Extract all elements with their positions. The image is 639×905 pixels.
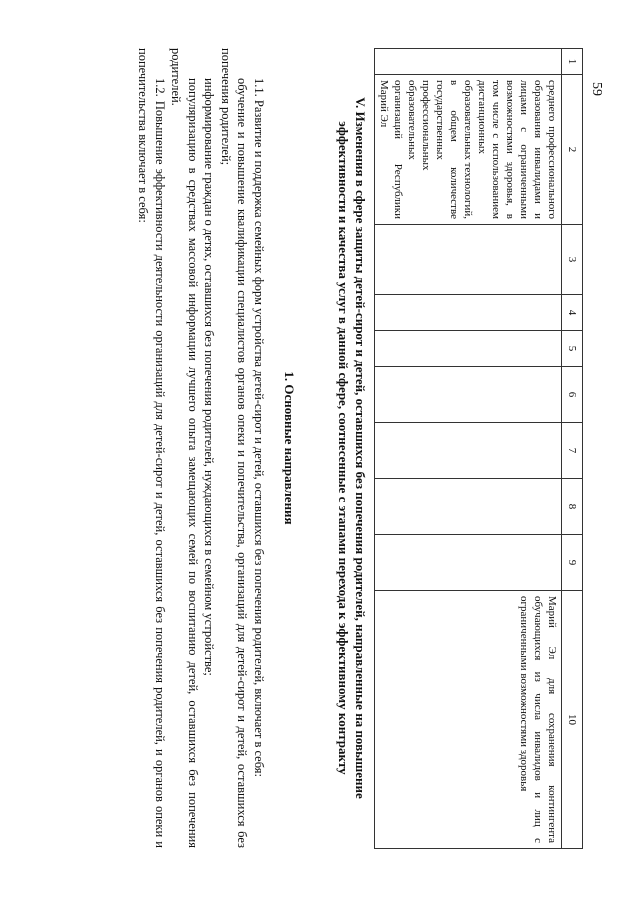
table-cell [375, 295, 562, 331]
table-cell [375, 535, 562, 591]
paragraph: информирование граждан о детях, оставшихся без попечения родителей, нуждающихся в семейном устройстве; [202, 78, 217, 676]
table-cell [375, 49, 562, 75]
table-cell [375, 423, 562, 479]
table-header-cell: 4 [562, 295, 583, 331]
table-header-cell: 1 [562, 49, 583, 75]
subsection-title: 1. Основные направления [282, 371, 297, 525]
paragraph: популяризацию в средствах массовой информации лучшего опыта замещающих семей по воспитанию детей, оставшихся без попечения родителей. [169, 48, 200, 848]
table-cell [375, 331, 562, 367]
table-header-cell: 2 [562, 75, 583, 225]
table-cell [375, 225, 562, 295]
table-cell [375, 367, 562, 423]
table-header-cell: 8 [562, 479, 583, 535]
data-table [374, 48, 583, 849]
body-text [135, 48, 267, 848]
table-header-cell: 7 [562, 423, 583, 479]
paragraph: 1.1. Развитие и поддержка семейных форм устройства детей-сирот и детей, оставшихся без попечения родителей, включает в себя: [252, 78, 266, 777]
table-header-row [562, 49, 583, 849]
table-cell-indicator: среднего профессионального образования инвалидами и лицами с ограниченными возможностями здоровья, в том числе с использованием дистанционных образовательных технологий, в общем количестве государственных профессиональных образовательных организаций Республики Марий Эл [375, 75, 562, 225]
table-header-cell: 6 [562, 367, 583, 423]
page-number: 59 [589, 82, 604, 96]
table-cell [375, 479, 562, 535]
table-header-cell: 10 [562, 591, 583, 849]
table-cell-note: Марий Эл для сохранения контингента обучающихся из числа инвалидов и лиц с ограниченными возможностями здоровья [375, 591, 562, 849]
table-row [375, 49, 562, 849]
table-header-cell: 5 [562, 331, 583, 367]
table-header-cell: 3 [562, 225, 583, 295]
paragraph: обучение и повышение квалификации специалистов органов опеки и попечительства, организаций для детей-сирот и детей, оставшихся без попечения родителей; [219, 48, 250, 848]
rotated-page-content [23, 48, 583, 848]
section-title: V. Изменения в сфере защиты детей-сирот и детей, оставшихся без попечения родителей, направленные на повышение эффективности и качества услуг в данной сфере, соотнесенные с этапами перехода к эффективному контракту [336, 97, 368, 799]
paragraph: 1.2. Повышение эффективности деятельности организаций для детей-сирот и детей, оставшихся без попечения родителей, и органов опеки и попечительства включает в себя: [136, 48, 167, 848]
table-header-cell: 9 [562, 535, 583, 591]
